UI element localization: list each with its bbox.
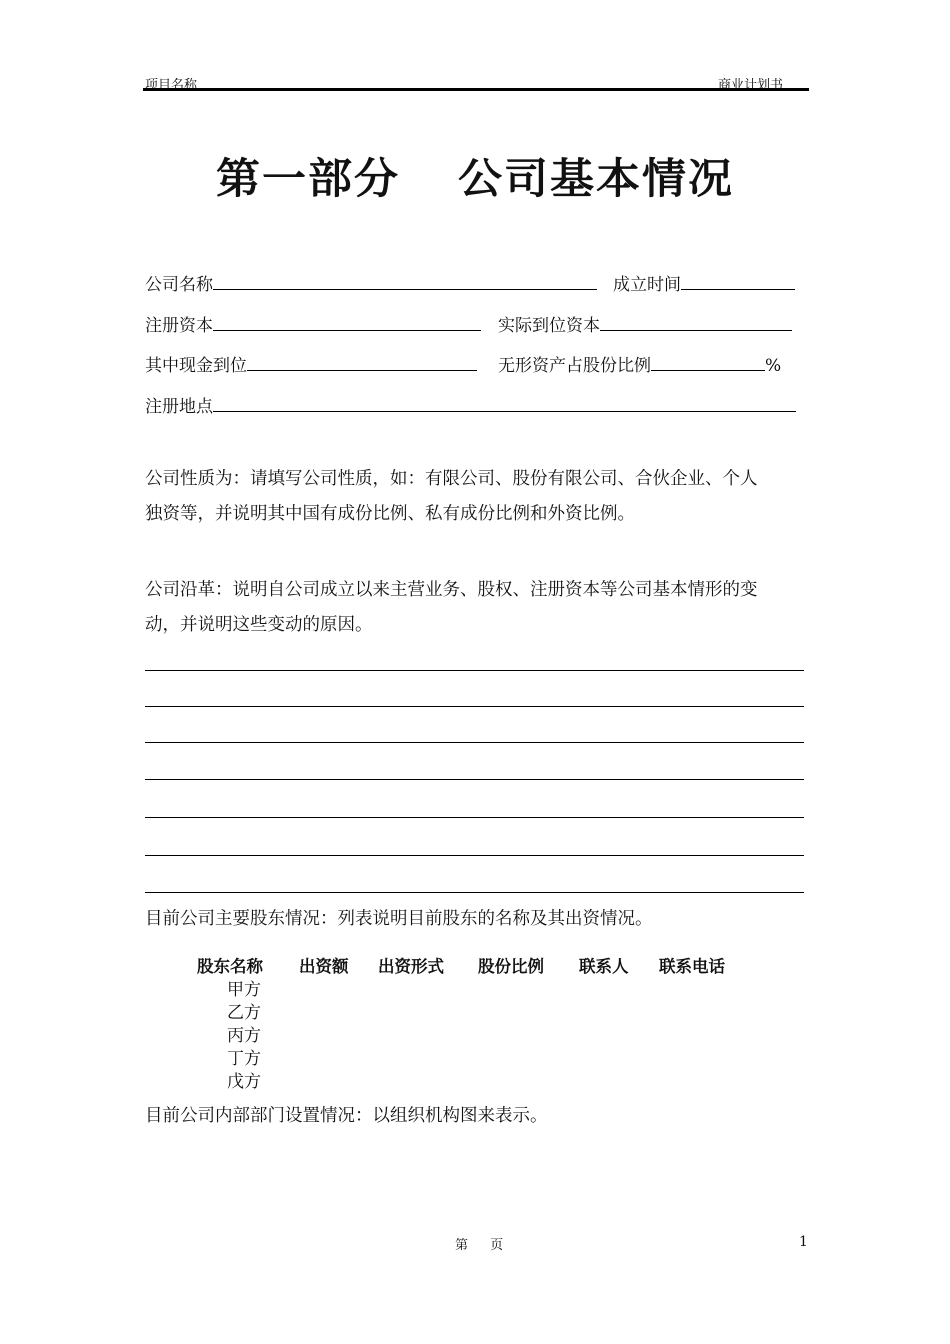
history-fill-line[interactable] xyxy=(145,855,804,856)
reg-capital-row xyxy=(145,313,481,335)
shareholders-intro: 目前公司主要股东情况：列表说明目前股东的名称及其出资情况。 xyxy=(145,909,653,929)
intangible-field[interactable] xyxy=(651,353,765,371)
cash-label: 其中现金到位 xyxy=(145,356,247,376)
departments-line: 目前公司内部部门设置情况：以组织机构图来表示。 xyxy=(145,1106,548,1126)
title-subject: 公司基本情况 xyxy=(458,155,734,204)
cash-field[interactable] xyxy=(247,353,477,371)
reg-capital-field[interactable] xyxy=(213,313,481,331)
footer-page-number: 1 xyxy=(799,1234,808,1250)
history-fill-line[interactable] xyxy=(145,817,804,818)
column-header: 联系电话 xyxy=(659,957,725,976)
founded-field[interactable] xyxy=(681,272,795,290)
intangible-row xyxy=(498,353,781,375)
footer-page-label: 第 页 xyxy=(455,1238,504,1253)
history-line: 动，并说明这些变动的原因。 xyxy=(145,615,373,635)
percent-sign: % xyxy=(765,356,782,376)
header-left: 项目名称 xyxy=(145,78,198,93)
paid-capital-label: 实际到位资本 xyxy=(498,316,600,336)
page-title xyxy=(0,145,950,206)
history-fill-line[interactable] xyxy=(145,892,804,893)
history-line: 公司沿革：说明自公司成立以来主营业务、股权、注册资本等公司基本情形的变 xyxy=(145,580,758,600)
title-part: 第一部分 xyxy=(216,155,400,204)
cash-row xyxy=(145,353,477,375)
founded-label: 成立时间 xyxy=(613,275,681,295)
company-name-label: 公司名称 xyxy=(145,275,213,295)
shareholder-row: 戊方 xyxy=(227,1072,261,1092)
column-header: 股份比例 xyxy=(478,957,544,976)
nature-line: 独资等，并说明其中国有成份比例、私有成份比例和外资比例。 xyxy=(145,504,635,524)
paid-capital-field[interactable] xyxy=(600,313,792,331)
history-fill-line[interactable] xyxy=(145,742,804,743)
founded-row xyxy=(613,272,795,294)
shareholder-row: 丁方 xyxy=(227,1049,261,1069)
company-nature-paragraph xyxy=(145,462,850,532)
shareholder-row: 丙方 xyxy=(227,1026,261,1046)
header-rule xyxy=(143,88,809,91)
company-name-row xyxy=(145,272,597,294)
history-fill-line[interactable] xyxy=(145,779,804,780)
column-header: 股东名称 xyxy=(197,957,263,976)
reg-address-field[interactable] xyxy=(213,394,796,412)
reg-address-label: 注册地点 xyxy=(145,397,213,417)
shareholder-row: 甲方 xyxy=(227,980,261,1000)
paid-capital-row xyxy=(498,313,792,335)
nature-line: 公司性质为：请填写公司性质，如：有限公司、股份有限公司、合伙企业、个人 xyxy=(145,469,758,489)
company-history-paragraph xyxy=(145,573,850,643)
company-name-field[interactable] xyxy=(213,272,597,290)
intangible-label: 无形资产占股份比例 xyxy=(498,356,651,376)
header-right: 商业计划书 xyxy=(718,78,784,93)
reg-capital-label: 注册资本 xyxy=(145,316,213,336)
history-fill-line[interactable] xyxy=(145,670,804,671)
column-header: 出资形式 xyxy=(378,957,444,976)
history-fill-line[interactable] xyxy=(145,706,804,707)
shareholder-row: 乙方 xyxy=(227,1003,261,1023)
column-header: 联系人 xyxy=(579,957,629,976)
reg-address-row xyxy=(145,394,796,416)
column-header: 出资额 xyxy=(299,957,349,976)
